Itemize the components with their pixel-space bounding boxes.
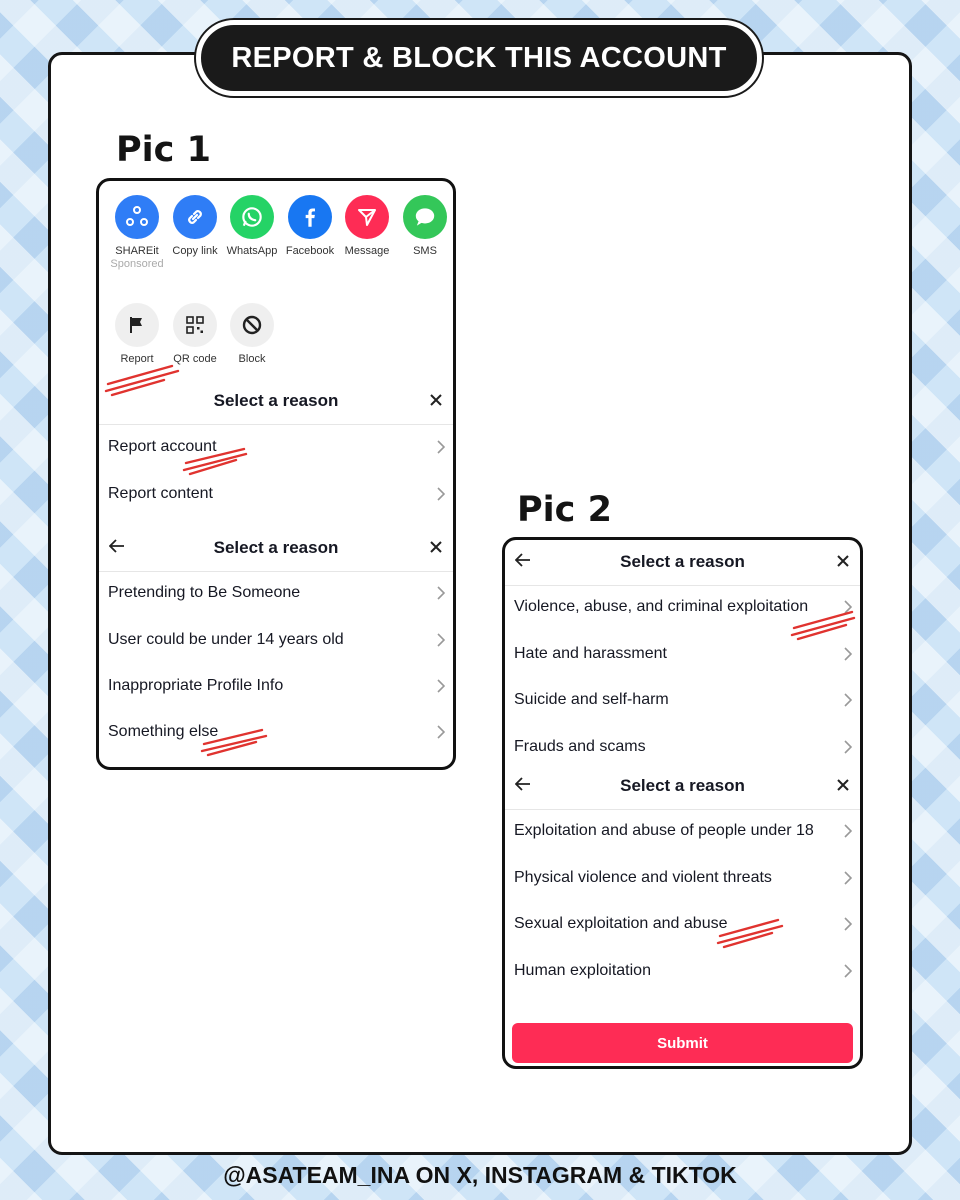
report-button[interactable] — [106, 303, 168, 365]
list-item[interactable]: Report account — [99, 426, 453, 472]
qr-code-label: QR code — [173, 353, 217, 365]
sheet-title: Select a reason — [620, 776, 745, 795]
chevron-right-icon — [437, 487, 445, 506]
sheet-header — [99, 526, 453, 572]
page-title: REPORT & BLOCK THIS ACCOUNT — [196, 20, 762, 96]
list-item[interactable]: Something else — [99, 711, 453, 757]
close-icon[interactable] — [836, 778, 850, 797]
list-item[interactable]: Report content — [99, 473, 453, 519]
block-icon — [230, 303, 274, 347]
list-item[interactable]: Physical violence and violent threats — [505, 857, 860, 903]
flag-icon — [115, 303, 159, 347]
sheet-title: Select a reason — [213, 538, 339, 557]
sheet-header — [505, 764, 860, 810]
share-item-label: Facebook — [285, 245, 335, 257]
list-item[interactable]: Violence, abuse, and criminal exploitation — [505, 586, 860, 632]
chevron-right-icon — [844, 871, 852, 890]
chevron-right-icon — [437, 725, 445, 744]
share-item-label: SHAREit — [115, 245, 159, 257]
sms-icon — [403, 195, 447, 239]
whatsapp-icon — [230, 195, 274, 239]
pic2-screen — [502, 537, 863, 1069]
chevron-right-icon — [844, 647, 852, 666]
share-item-copy-link[interactable] — [164, 195, 226, 257]
qr-code-icon — [173, 303, 217, 347]
sheet-title: Select a reason — [620, 552, 745, 571]
sponsored-label: Sponsored — [110, 258, 164, 270]
chevron-right-icon — [844, 917, 852, 936]
footer-credit: @ASATEAM_INA ON X, INSTAGRAM & TIKTOK — [223, 1162, 737, 1188]
sheet-title: Select a reason — [213, 391, 339, 410]
list-item[interactable]: Pretending to Be Someone — [99, 572, 453, 618]
chevron-right-icon — [844, 824, 852, 843]
chevron-right-icon — [844, 964, 852, 983]
close-icon[interactable] — [429, 540, 443, 559]
list-item[interactable]: Hate and harassment — [505, 633, 860, 679]
share-row — [99, 189, 453, 299]
share-item-label: Message — [344, 245, 390, 257]
close-icon[interactable] — [836, 554, 850, 573]
list-item[interactable]: Exploitation and abuse of people under 18 — [505, 810, 860, 856]
list-item[interactable]: Sexual exploitation and abuse — [505, 903, 860, 949]
chevron-right-icon — [437, 586, 445, 605]
close-icon[interactable] — [429, 393, 443, 412]
chevron-right-icon — [437, 440, 445, 459]
pic1-label: Pic 1 — [116, 130, 211, 170]
list-item[interactable]: Frauds and scams — [505, 726, 860, 772]
share-item-facebook[interactable] — [279, 195, 341, 257]
share-item-message[interactable] — [336, 195, 398, 257]
share-item-label: Copy link — [172, 245, 218, 257]
list-item[interactable]: Inappropriate Profile Info — [99, 665, 453, 711]
qr-code-button[interactable] — [164, 303, 226, 365]
pic2-label: Pic 2 — [517, 490, 612, 530]
report-label: Report — [120, 353, 154, 365]
list-item[interactable]: Suicide and self-harm — [505, 679, 860, 725]
list-item[interactable]: User could be under 14 years old — [99, 619, 453, 665]
block-button[interactable] — [221, 303, 283, 365]
share-item-label: SMS — [413, 245, 437, 257]
message-icon — [345, 195, 389, 239]
submit-button[interactable]: Submit — [512, 1023, 853, 1063]
sheet-header — [505, 540, 860, 586]
share-item-sms[interactable] — [394, 195, 456, 257]
share-item-whatsapp[interactable] — [221, 195, 283, 257]
chevron-right-icon — [844, 740, 852, 759]
list-item[interactable]: Human exploitation — [505, 950, 860, 996]
chevron-right-icon — [844, 600, 852, 619]
pic1-screen — [96, 178, 456, 770]
facebook-icon — [288, 195, 332, 239]
chevron-right-icon — [437, 679, 445, 698]
shareit-icon — [115, 195, 159, 239]
chevron-right-icon — [844, 693, 852, 712]
share-item-label: WhatsApp — [226, 245, 278, 257]
link-icon — [173, 195, 217, 239]
share-item-shareit[interactable] — [106, 195, 168, 271]
sheet-header — [99, 379, 453, 425]
block-label: Block — [238, 353, 266, 365]
chevron-right-icon — [437, 633, 445, 652]
